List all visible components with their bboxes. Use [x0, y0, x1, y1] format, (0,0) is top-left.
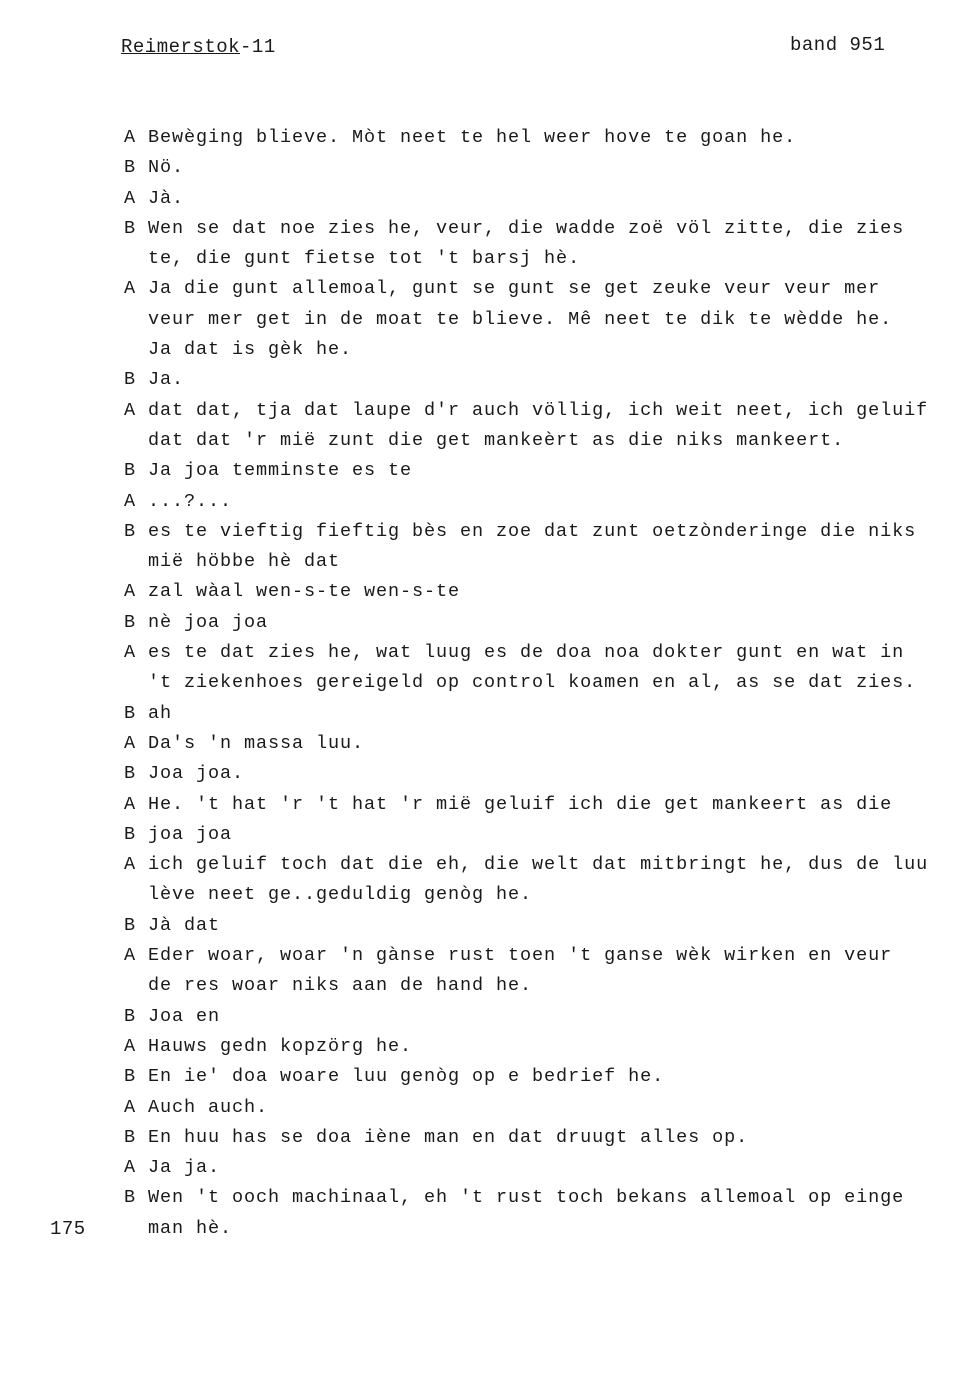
line-text: Ja joa temminste es te: [148, 460, 413, 482]
line-text: He. 't hat 'r 't hat 'r mië geluif ich die get mankeert as die: [148, 793, 893, 815]
speaker-label: B: [124, 914, 137, 936]
line-text: dat dat, tja dat laupe d'r auch völlig, ich weit neet, ich geluif: [148, 399, 929, 421]
transcript-line: [124, 305, 964, 335]
speaker-label: B: [124, 1066, 137, 1088]
transcript-line: [124, 1002, 964, 1032]
speaker-label: A: [124, 490, 137, 512]
transcript: [124, 123, 964, 1244]
line-text: Ja.: [148, 369, 185, 391]
line-text: es te dat zies he, wat luug es de doa noa dokter gunt en wat in: [148, 642, 905, 664]
line-text: Hauws gedn kopzörg he.: [148, 1035, 413, 1057]
transcript-line: [124, 790, 964, 820]
line-text: 't ziekenhoes gereigeld op control koamen en al, as se dat zies.: [148, 672, 917, 694]
transcript-line: [124, 941, 964, 971]
speaker-label: A: [124, 793, 137, 815]
margin-line-number: 175: [50, 1218, 86, 1240]
title-name: Reimerstok: [121, 36, 241, 58]
tape-number: band 951: [790, 34, 886, 56]
transcript-line: [124, 456, 964, 486]
line-text: joa joa: [148, 823, 233, 845]
line-text: Nö.: [148, 157, 185, 179]
transcript-line: [124, 335, 964, 365]
transcript-line: [124, 517, 964, 547]
speaker-label: B: [124, 611, 137, 633]
line-text: Jà dat: [148, 914, 221, 936]
line-text: ...?...: [148, 490, 233, 512]
transcript-line: [124, 123, 964, 153]
transcript-line: [124, 729, 964, 759]
transcript-line: [124, 638, 964, 668]
line-text: de res woar niks aan de hand he.: [148, 975, 533, 997]
transcript-line: [124, 759, 964, 789]
transcript-line: [124, 971, 964, 1001]
transcript-line: [124, 577, 964, 607]
transcript-line: [124, 184, 964, 214]
line-text: es te vieftig fieftig bès en zoe dat zunt oetzònderinge die niks: [148, 520, 917, 542]
speaker-label: B: [124, 763, 137, 785]
line-text: ich geluif toch dat die eh, die welt dat mitbringt he, dus de luu: [148, 854, 929, 876]
line-text: Jà.: [148, 187, 185, 209]
transcript-line: [124, 244, 964, 274]
speaker-label: A: [124, 1035, 137, 1057]
transcript-line: [124, 608, 964, 638]
transcript-line: [124, 214, 964, 244]
speaker-label: B: [124, 1187, 137, 1209]
transcript-line: [124, 850, 964, 880]
transcript-line: [124, 274, 964, 304]
line-text: Ja dat is gèk he.: [148, 339, 353, 361]
line-text: dat dat 'r mië zunt die get mankeèrt as die niks mankeert.: [148, 429, 845, 451]
line-text: Wen 't ooch machinaal, eh 't rust toch bekans allemoal op einge: [148, 1187, 905, 1209]
speaker-label: A: [124, 399, 137, 421]
line-text: zal wàal wen-s-te wen-s-te: [148, 581, 461, 603]
document-title: [121, 36, 276, 58]
speaker-label: A: [124, 581, 137, 603]
transcript-line: [124, 1123, 964, 1153]
speaker-label: A: [124, 127, 137, 148]
transcript-line: [124, 365, 964, 395]
transcript-line: [124, 1093, 964, 1123]
transcript-line: [124, 668, 964, 698]
transcript-line: [124, 1032, 964, 1062]
line-text: nè joa joa: [148, 611, 269, 633]
transcript-line: [124, 699, 964, 729]
line-text: Auch auch.: [148, 1096, 269, 1118]
line-text: mië höbbe hè dat: [148, 551, 341, 573]
speaker-label: A: [124, 945, 137, 967]
speaker-label: B: [124, 1005, 137, 1027]
speaker-label: B: [124, 702, 137, 724]
speaker-label: A: [124, 187, 137, 209]
speaker-label: A: [124, 1157, 137, 1179]
speaker-label: B: [124, 157, 137, 179]
transcript-line: [124, 547, 964, 577]
transcript-line: [124, 1214, 964, 1244]
speaker-label: A: [124, 854, 137, 876]
transcript-line: [124, 1183, 964, 1213]
transcript-line: [124, 1062, 964, 1092]
speaker-label: B: [124, 217, 137, 239]
speaker-label: B: [124, 520, 137, 542]
transcript-line: [124, 1153, 964, 1183]
speaker-label: B: [124, 823, 137, 845]
line-text: Wen se dat noe zies he, veur, die wadde zoë völ zitte, die zies: [148, 217, 905, 239]
line-text: Ja die gunt allemoal, gunt se gunt se get zeuke veur veur mer: [148, 278, 881, 300]
title-suffix: -11: [240, 36, 276, 58]
speaker-label: A: [124, 642, 137, 664]
line-text: Da's 'n massa luu.: [148, 732, 365, 754]
transcript-line: [124, 911, 964, 941]
transcript-line: [124, 820, 964, 850]
speaker-label: B: [124, 460, 137, 482]
line-text: Bewèging blieve. Mòt neet te hel weer hove te goan he.: [148, 127, 797, 148]
transcript-line: [124, 396, 964, 426]
line-text: man hè.: [148, 1217, 233, 1239]
speaker-label: A: [124, 732, 137, 754]
line-text: Eder woar, woar 'n gànse rust toen 't ganse wèk wirken en veur: [148, 945, 893, 967]
line-text: veur mer get in de moat te blieve. Mê neet te dik te wèdde he.: [148, 308, 893, 330]
speaker-label: A: [124, 278, 137, 300]
transcript-line: [124, 880, 964, 910]
line-text: ah: [148, 702, 173, 724]
line-text: Joa en: [148, 1005, 221, 1027]
transcript-line: [124, 426, 964, 456]
line-text: te, die gunt fietse tot 't barsj hè.: [148, 248, 581, 270]
speaker-label: B: [124, 1126, 137, 1148]
transcript-line: [124, 153, 964, 183]
line-text: En ie' doa woare luu genòg op e bedrief he.: [148, 1066, 665, 1088]
speaker-label: A: [124, 1096, 137, 1118]
line-text: lève neet ge..geduldig genòg he.: [148, 884, 533, 906]
line-text: En huu has se doa iène man en dat druugt alles op.: [148, 1126, 749, 1148]
line-text: Joa joa.: [148, 763, 245, 785]
line-text: Ja ja.: [148, 1157, 221, 1179]
speaker-label: B: [124, 369, 137, 391]
transcript-line: [124, 487, 964, 517]
